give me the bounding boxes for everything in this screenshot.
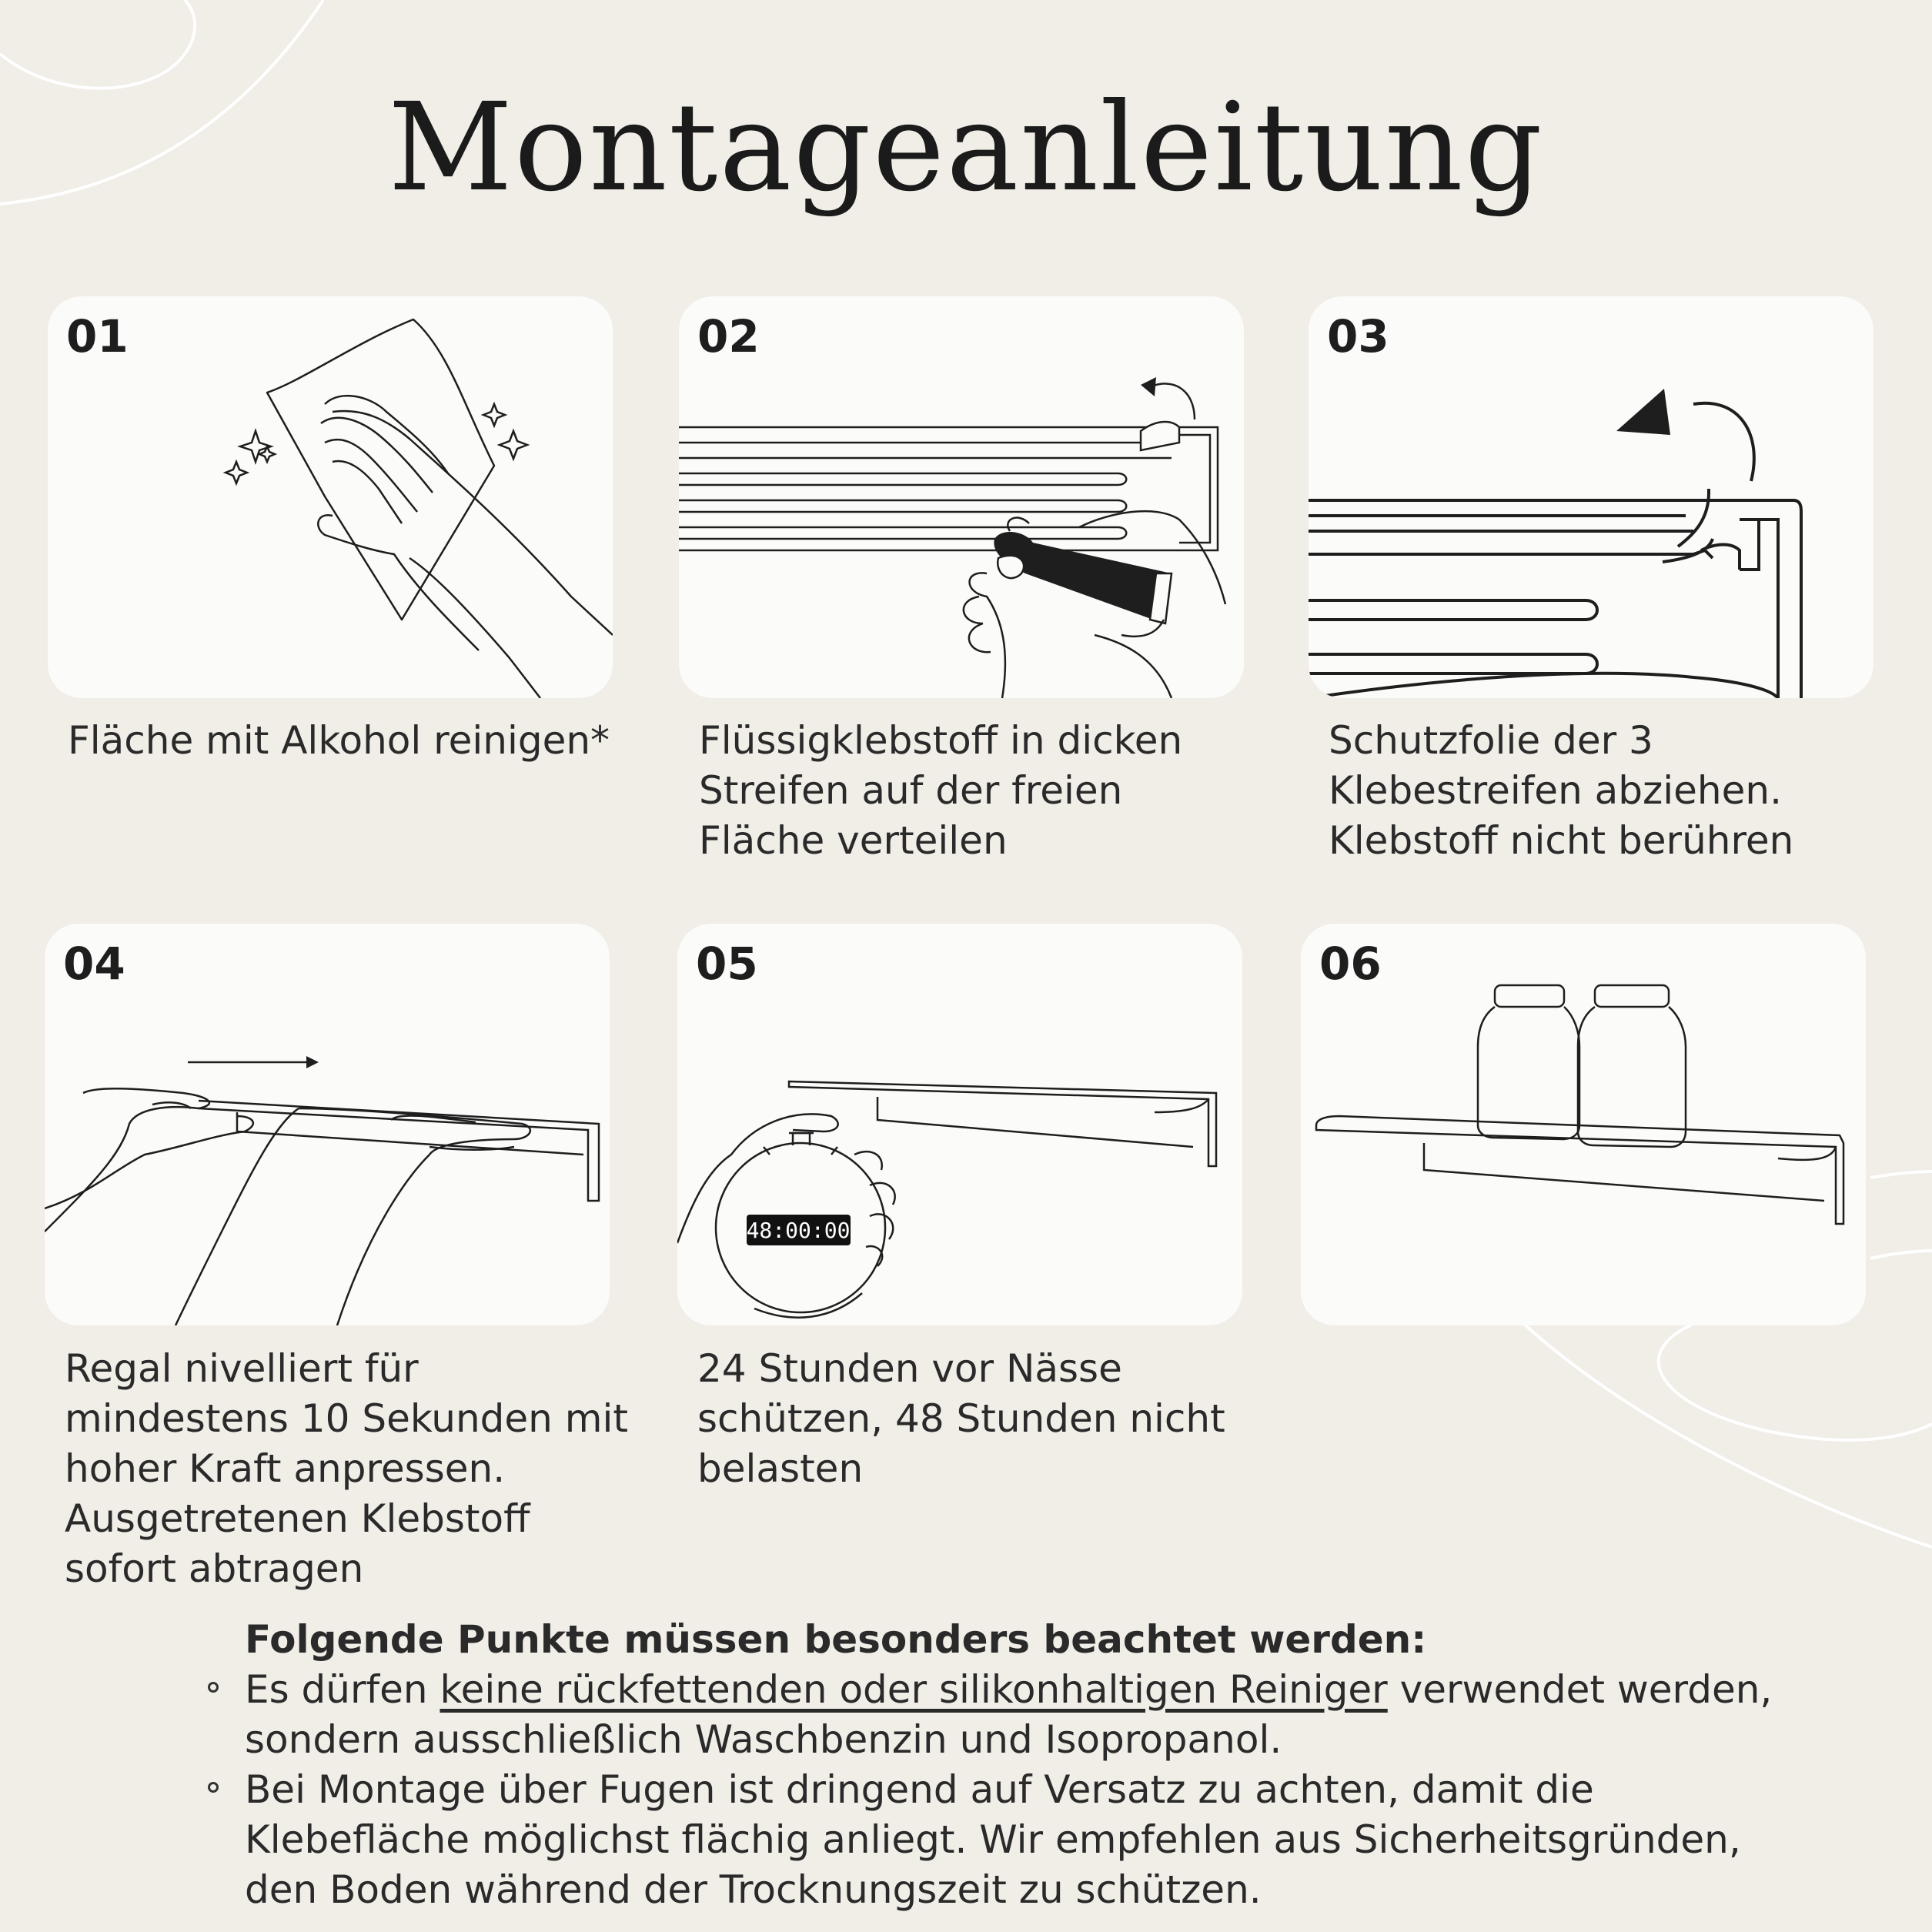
- peel-arrow-icon: [1309, 296, 1874, 698]
- bullet-icon: [208, 1782, 219, 1793]
- step-card-06: [1301, 924, 1866, 1325]
- step-number: 03: [1327, 310, 1389, 363]
- step-number: 06: [1319, 938, 1382, 990]
- page-title: Montageanleitung: [388, 77, 1544, 219]
- step-caption-04: Regal nivelliert für mindestens 10 Sekunden mit hoher Kraft anpressen. Ausgetretenen Klebstoff sofort abtragen: [65, 1346, 628, 1591]
- step-card-02: [679, 296, 1244, 698]
- notes-item-1: Es dürfen keine rückfettenden oder silikonhaltigen Reiniger verwendet werden, sondern ausschließlich Waschbenzin und Isopropanol.: [245, 1665, 1772, 1765]
- notes-item-2: Bei Montage über Fugen ist dringend auf Versatz zu achten, damit die Klebefläche möglichst flächig anliegt. Wir empfehlen aus Sicherheitsgründen, den Boden während der Trocknungszeit zu schützen.: [245, 1765, 1772, 1915]
- hands-pressing-icon: [45, 924, 610, 1325]
- step-caption-01: Fläche mit Alkohol reinigen*: [68, 718, 610, 763]
- step-caption-03: Schutzfolie der 3 Klebestreifen abziehen. Klebstoff nicht berühren: [1329, 718, 1794, 863]
- step-card-05: [677, 924, 1242, 1325]
- step-caption-05: 24 Stunden vor Nässe schützen, 48 Stunden nicht belasten: [697, 1346, 1225, 1491]
- step-card-01: [48, 296, 613, 698]
- step-number: 05: [696, 938, 758, 990]
- stopwatch-icon: [677, 924, 1242, 1325]
- step-caption-02: Flüssigklebstoff in dicken Streifen auf der freien Fläche verteilen: [699, 718, 1183, 863]
- timer-display: 48:00:00: [746, 1218, 851, 1243]
- jars-on-shelf-icon: [1301, 924, 1866, 1325]
- step-card-04: [45, 924, 610, 1325]
- step-card-03: [1309, 296, 1874, 698]
- bullet-icon: [208, 1682, 219, 1693]
- step-number: 01: [66, 310, 129, 363]
- hand-wiping-icon: [48, 296, 613, 698]
- notes-section: [245, 1615, 1772, 1915]
- step-number: 04: [63, 938, 125, 990]
- cleaner-warning: keine rückfettenden oder silikonhaltigen Reiniger: [440, 1667, 1388, 1712]
- step-number: 02: [697, 310, 760, 363]
- notes-heading: Folgende Punkte müssen besonders beachtet werden:: [245, 1617, 1427, 1662]
- glue-tube-icon: [679, 296, 1244, 698]
